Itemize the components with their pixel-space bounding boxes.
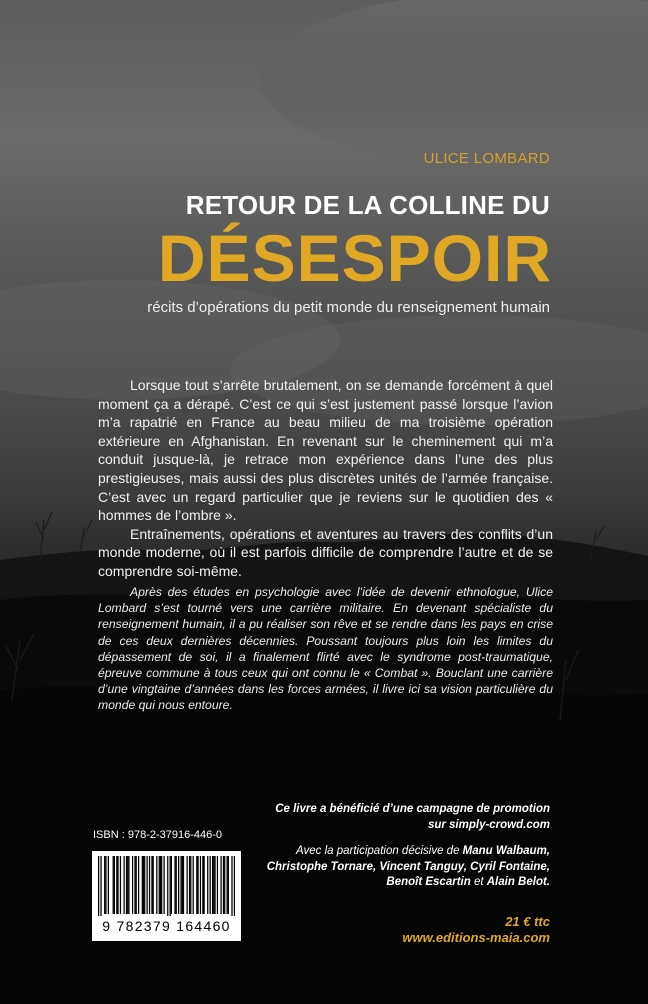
- book-subtitle: récits d’opérations du petit monde du renseignement humain: [147, 299, 550, 316]
- book-title-line-2: DÉSESPOIR: [157, 221, 552, 295]
- participant-name: Alain Belot.: [486, 876, 550, 888]
- publisher-website-link[interactable]: www.editions-maia.com: [402, 930, 550, 945]
- participant-names: Christophe Tornare, Vincent Tanguy, Cyril Fontaine,: [266, 860, 550, 873]
- promotion-note: [250, 802, 550, 833]
- participation-intro: Avec la participation décisive de: [296, 845, 463, 857]
- book-title-line-1: RETOUR DE LA COLLINE DU: [185, 190, 550, 220]
- promotion-line-1: Ce livre a bénéficié d’une campagne de promotion: [275, 803, 550, 815]
- synopsis-paragraph-1: Lorsque tout s’arrête brutalement, on se demande forcément à quel moment ça a dérapé. C’est ce qui s’est justement passé lorsque l’avion m’a rapatrié en France au beau milieu de ma troisième opération extérieure en Afghanistan. En revenant sur le cheminement qui m’a conduit jusque-là, je retrace mon expérience dans l’une des plus prestigieuses, mais aussi des plus discrètes unités de l’armée française. C’est avec un regard particulier que je reviens sur le quotidien des « hommes de l’ombre ».: [98, 377, 553, 524]
- participation-credits: [250, 844, 550, 891]
- isbn-number: ISBN : 978-2-37916-446-0: [93, 829, 223, 841]
- author-biography-paragraph: Après des études en psychologie avec l’idée de devenir ethnologue, Ulice Lombard s’est tourné vers une carrière militaire. En devenant spécialiste du renseignement humain, il a pu réaliser son rêve et se rendre dans les pays en crise de ces deux dernières décennies. Poussant toujours plus loin les limites du dépassement de soi, il a finalement flirté avec le syndrome post-traumatique, épreuve commune à tous ceux qui ont connu le « Combat ». Bouclant une carrière d’une vingtaine d’années dans les forces armées, il livre ici sa vision particulière du monde qui nous entoure.: [98, 585, 553, 713]
- synopsis-paragraph-2: Entraînements, opérations et aventures au travers des conflits d’un monde moderne, où il est parfois difficile de comprendre l’autre et de se comprendre soi-même.: [98, 525, 553, 579]
- participation-line-1: [250, 844, 550, 860]
- synopsis-text: [98, 376, 553, 581]
- participant-name: Manu Walbaum,: [462, 845, 550, 857]
- participation-line-3: [250, 875, 550, 891]
- promotion-line-2: sur simply-crowd.com: [427, 818, 550, 831]
- participation-and: et: [470, 876, 487, 888]
- author-biography: [98, 584, 553, 714]
- book-price: 21 € ttc: [505, 914, 550, 929]
- participant-name: Benoît Escartin: [386, 876, 471, 888]
- barcode-bars-icon: [98, 856, 235, 916]
- participation-line-2: [250, 860, 550, 876]
- barcode-digits: 9 782379 164460: [102, 918, 231, 934]
- barcode: [92, 851, 241, 941]
- author-name: ULICE LOMBARD: [423, 150, 550, 167]
